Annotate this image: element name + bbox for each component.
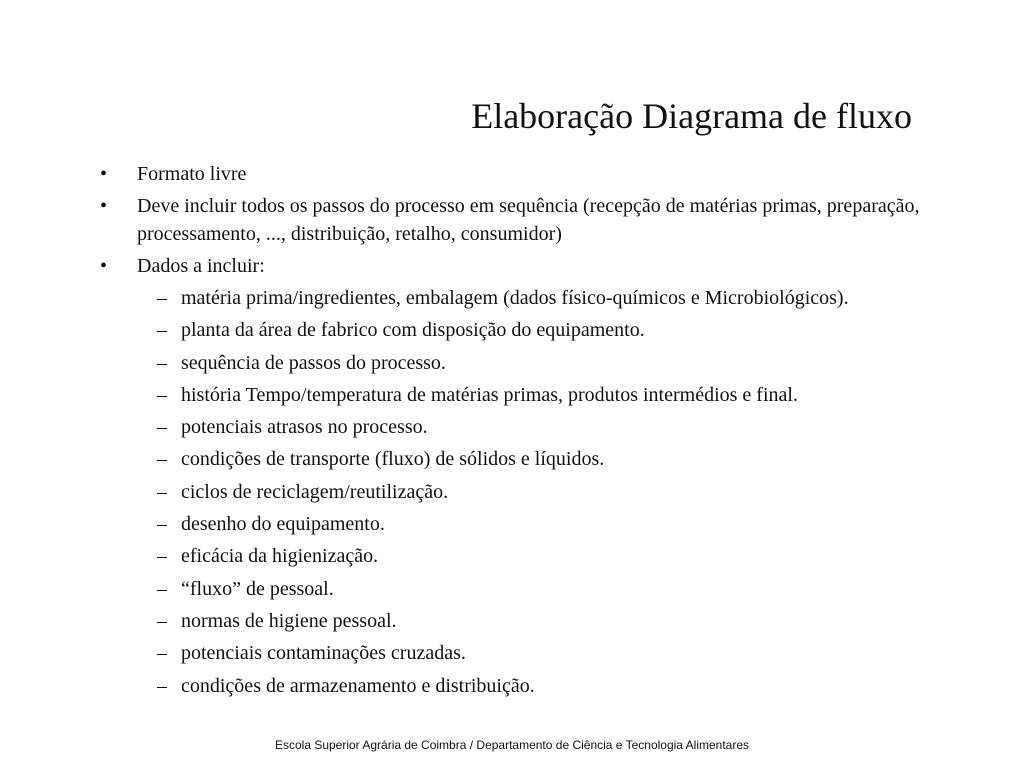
bullet-item [100, 192, 960, 248]
dash-marker: – [157, 577, 167, 600]
dash-marker: – [157, 674, 167, 697]
sub-item [100, 607, 960, 635]
sub-item-text: potenciais contaminações cruzadas. [181, 642, 466, 665]
dash-marker: – [157, 287, 167, 309]
dash-marker: – [157, 448, 167, 471]
sub-item [100, 542, 960, 570]
sub-item [100, 349, 960, 377]
sub-item [100, 381, 960, 409]
sub-item [100, 575, 960, 603]
sub-item-text: sequência de passos do processo. [181, 351, 446, 374]
sub-item-text: matéria prima/ingredientes, embalagem (dados físico-químicos e Microbiológicos). [181, 287, 849, 309]
bullet-text: Deve incluir todos os passos do processo em sequência (recepção de matérias primas, preparação, processamento, ..., distribuição, retalho, consumidor) [137, 195, 920, 245]
sub-item-text: eficácia da higienização. [181, 545, 379, 568]
bullet-marker: • [100, 255, 108, 277]
bullet-item [100, 160, 960, 188]
bullet-text: Formato livre [137, 163, 247, 185]
sub-item-text: ciclos de reciclagem/reutilização. [181, 480, 449, 503]
bullet-item [100, 252, 960, 280]
sub-item [100, 413, 960, 441]
sub-item [100, 478, 960, 506]
dash-marker: – [157, 480, 167, 503]
sub-item [100, 445, 960, 473]
slide-title: Elaboração Diagrama de fluxo [471, 96, 912, 136]
dash-marker: – [157, 642, 167, 665]
dash-marker: – [157, 319, 167, 342]
sub-item-text: “fluxo” de pessoal. [181, 577, 334, 600]
sub-item [100, 316, 960, 344]
bullet-marker: • [100, 195, 108, 217]
sub-item [100, 672, 960, 700]
sub-item-text: história Tempo/temperatura de matérias primas, produtos intermédios e final. [181, 383, 798, 406]
sub-item-text: planta da área de fabrico com disposição do equipamento. [181, 319, 645, 342]
sub-item [100, 639, 960, 667]
sub-item-text: desenho do equipamento. [181, 513, 385, 536]
dash-marker: – [157, 609, 167, 632]
sub-item [100, 284, 960, 312]
sub-item-text: condições de armazenamento e distribuição. [181, 674, 535, 697]
dash-marker: – [157, 351, 167, 374]
sub-item-text: normas de higiene pessoal. [181, 609, 397, 632]
slide-footer: Escola Superior Agrária de Coimbra / Departamento de Ciência e Tecnologia Alimentares [274, 738, 750, 752]
dash-marker: – [157, 383, 167, 406]
sub-item-text: potenciais atrasos no processo. [181, 416, 428, 439]
dash-marker: – [157, 416, 167, 439]
sub-item-text: condições de transporte (fluxo) de sólidos e líquidos. [181, 448, 605, 471]
bullet-list [100, 160, 960, 704]
sub-item [100, 510, 960, 538]
dash-marker: – [157, 513, 167, 536]
bullet-marker: • [100, 163, 108, 185]
bullet-text: Dados a incluir: [137, 255, 265, 277]
dash-marker: – [157, 545, 167, 568]
